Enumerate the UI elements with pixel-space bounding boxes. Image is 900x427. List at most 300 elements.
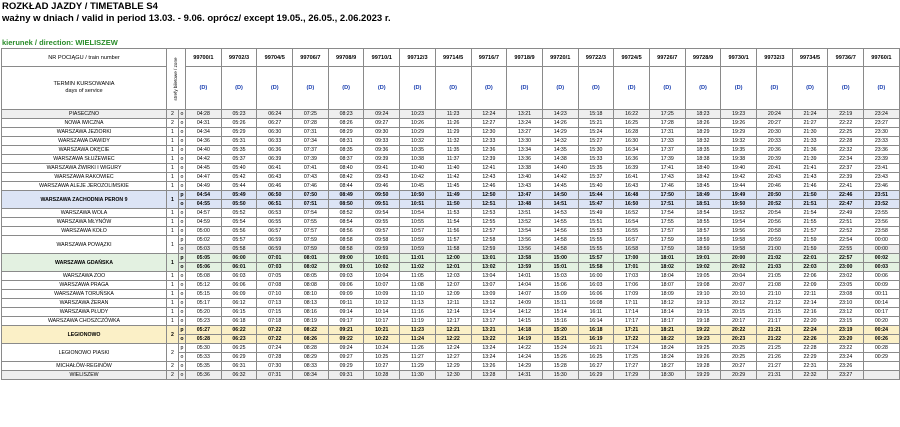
time-cell: 08:44 xyxy=(328,182,364,191)
time-cell: 21:30 xyxy=(792,128,828,137)
time-cell: 07:28 xyxy=(257,353,293,362)
time-cell: 05:02 xyxy=(186,236,222,245)
time-cell: 20:54 xyxy=(757,209,793,218)
station-name: WARSZAWA DAWIDY xyxy=(2,137,167,146)
time-cell: 07:22 xyxy=(257,326,293,335)
time-cell: 13:09 xyxy=(471,290,507,299)
time-cell: 15:40 xyxy=(578,182,614,191)
time-cell: 17:39 xyxy=(649,155,685,164)
time-cell: 14:31 xyxy=(507,371,543,380)
time-cell: 14:40 xyxy=(542,164,578,173)
table-row xyxy=(2,218,900,227)
time-cell: 16:41 xyxy=(614,173,650,182)
time-cell: 11:19 xyxy=(400,317,436,326)
time-cell: 21:26 xyxy=(757,353,793,362)
days-code: (D) xyxy=(792,67,828,110)
train-number: 99702/3 xyxy=(221,49,257,67)
time-cell: 12:17 xyxy=(435,317,471,326)
time-cell: 06:39 xyxy=(257,155,293,164)
arrival-departure-mark: o xyxy=(179,119,186,128)
station-name: MICHAŁÓW-REGINÓW xyxy=(2,362,167,371)
time-cell: 20:46 xyxy=(757,182,793,191)
time-cell: 09:11 xyxy=(328,299,364,308)
time-cell: 00:09 xyxy=(864,281,900,290)
time-cell: 00:06 xyxy=(864,272,900,281)
time-cell: 07:59 xyxy=(293,236,329,245)
time-cell: 09:21 xyxy=(328,326,364,335)
days-code: (D) xyxy=(757,67,793,110)
time-cell: 05:44 xyxy=(221,182,257,191)
time-cell: 09:14 xyxy=(328,308,364,317)
time-cell: 20:41 xyxy=(757,164,793,173)
time-cell: 19:56 xyxy=(721,227,757,236)
time-cell: 15:03 xyxy=(542,272,578,281)
time-cell xyxy=(864,362,900,371)
time-cell: 12:53 xyxy=(471,209,507,218)
time-cell: 15:01 xyxy=(542,263,578,272)
time-cell: 13:43 xyxy=(507,182,543,191)
time-cell: 16:27 xyxy=(578,362,614,371)
zone-cell: 2 xyxy=(167,110,179,119)
time-cell: 00:26 xyxy=(864,335,900,344)
time-cell: 10:59 xyxy=(400,236,436,245)
time-cell: 06:41 xyxy=(257,164,293,173)
time-cell: 11:16 xyxy=(400,308,436,317)
time-cell: 13:58 xyxy=(507,254,543,263)
time-cell: 04:47 xyxy=(186,173,222,182)
time-cell: 06:06 xyxy=(221,281,257,290)
arrival-departure-mark: o xyxy=(179,299,186,308)
time-cell: 15:14 xyxy=(542,308,578,317)
time-cell: 17:59 xyxy=(649,245,685,254)
station-name: WARSZAWA TORUŃSKA xyxy=(2,290,167,299)
time-cell: 15:11 xyxy=(542,299,578,308)
time-cell: 19:08 xyxy=(685,281,721,290)
time-cell: 09:50 xyxy=(364,191,400,200)
time-cell: 15:53 xyxy=(578,227,614,236)
table-row xyxy=(2,344,900,353)
time-cell: 19:40 xyxy=(721,164,757,173)
time-cell: 16:58 xyxy=(614,245,650,254)
time-cell: 15:18 xyxy=(578,110,614,119)
time-cell: 14:35 xyxy=(542,146,578,155)
time-cell: 08:40 xyxy=(328,164,364,173)
time-cell: 07:50 xyxy=(293,191,329,200)
time-cell: 04:42 xyxy=(186,155,222,164)
time-cell: 00:24 xyxy=(864,326,900,335)
time-cell: 06:22 xyxy=(221,326,257,335)
time-cell: 10:27 xyxy=(364,362,400,371)
time-cell: 12:21 xyxy=(435,326,471,335)
time-cell: 11:08 xyxy=(400,281,436,290)
time-cell: 12:27 xyxy=(435,353,471,362)
time-cell: 12:46 xyxy=(471,182,507,191)
train-number: 99728/9 xyxy=(685,49,721,67)
time-cell: 21:54 xyxy=(792,209,828,218)
time-cell: 21:10 xyxy=(757,290,793,299)
time-cell: 20:58 xyxy=(757,227,793,236)
time-cell: 22:47 xyxy=(828,200,864,209)
time-cell: 07:25 xyxy=(293,110,329,119)
time-cell: 23:26 xyxy=(828,362,864,371)
time-cell: 23:24 xyxy=(864,110,900,119)
time-cell: 11:01 xyxy=(400,254,436,263)
arrival-departure-mark: o xyxy=(179,362,186,371)
days-code: (D) xyxy=(471,67,507,110)
time-cell: 13:28 xyxy=(471,371,507,380)
time-cell: 10:29 xyxy=(400,128,436,137)
time-cell: 17:17 xyxy=(614,317,650,326)
time-cell: 16:21 xyxy=(578,344,614,353)
zone-cell: 1 xyxy=(167,254,179,272)
time-cell: 16:43 xyxy=(614,182,650,191)
time-cell: 15:20 xyxy=(542,326,578,335)
time-cell: 08:37 xyxy=(328,155,364,164)
time-cell: 18:42 xyxy=(685,173,721,182)
time-cell: 12:03 xyxy=(435,272,471,281)
time-cell: 19:01 xyxy=(685,254,721,263)
train-number: 99722/3 xyxy=(578,49,614,67)
time-cell: 22:14 xyxy=(792,299,828,308)
time-cell: 11:30 xyxy=(400,371,436,380)
days-label-pl: TERMIN KURSOWANIA xyxy=(53,81,115,87)
time-cell: 06:30 xyxy=(257,128,293,137)
time-cell: 06:29 xyxy=(221,353,257,362)
time-cell: 19:18 xyxy=(685,317,721,326)
time-cell: 15:06 xyxy=(542,281,578,290)
time-cell: 10:14 xyxy=(364,308,400,317)
time-cell: 22:46 xyxy=(828,191,864,200)
time-cell: 07:05 xyxy=(257,272,293,281)
time-cell: 16:54 xyxy=(614,218,650,227)
station-name: LEGIONOWO xyxy=(2,326,167,344)
time-cell: 20:36 xyxy=(757,146,793,155)
time-cell: 08:35 xyxy=(328,146,364,155)
train-number: 99700/1 xyxy=(186,49,222,67)
time-cell: 17:59 xyxy=(649,236,685,245)
time-cell: 12:36 xyxy=(471,146,507,155)
time-cell: 21:39 xyxy=(792,155,828,164)
time-cell: 05:00 xyxy=(186,227,222,236)
time-cell: 05:23 xyxy=(186,317,222,326)
days-code: (D) xyxy=(507,67,543,110)
zone-cell: 1 xyxy=(167,281,179,290)
time-cell: 20:43 xyxy=(757,173,793,182)
days-label-en: days of service xyxy=(65,88,103,94)
time-cell: 22:28 xyxy=(792,344,828,353)
time-cell: 17:25 xyxy=(614,353,650,362)
time-cell: 06:53 xyxy=(257,209,293,218)
time-cell: 07:01 xyxy=(257,254,293,263)
time-cell: 07:22 xyxy=(257,335,293,344)
time-cell: 18:59 xyxy=(685,236,721,245)
time-cell: 20:27 xyxy=(757,119,793,128)
time-cell: 18:21 xyxy=(649,326,685,335)
time-cell: 05:54 xyxy=(221,218,257,227)
station-name: WARSZAWA PŁUDY xyxy=(2,308,167,317)
time-cell: 10:12 xyxy=(364,299,400,308)
time-cell: 18:38 xyxy=(685,155,721,164)
time-cell: 04:31 xyxy=(186,119,222,128)
station-name: NOWA IWICZNA xyxy=(2,119,167,128)
validity-period: ważny w dniach / valid in period 13.03. - 9.06. oprócz/ except 19.05., 26.05., 2.06.2023 r. xyxy=(2,13,391,24)
time-cell: 18:40 xyxy=(685,164,721,173)
time-cell: 21:27 xyxy=(757,362,793,371)
time-cell: 14:09 xyxy=(507,299,543,308)
time-cell: 07:55 xyxy=(293,218,329,227)
time-cell: 15:35 xyxy=(578,164,614,173)
zone-cell: 1 xyxy=(167,290,179,299)
time-cell xyxy=(864,371,900,380)
time-cell: 17:22 xyxy=(614,335,650,344)
time-cell: 09:59 xyxy=(364,245,400,254)
days-code: (D) xyxy=(578,67,614,110)
arrival-departure-mark: o xyxy=(179,371,186,380)
station-name: WARSZAWA ZOO xyxy=(2,272,167,281)
time-cell: 22:09 xyxy=(792,281,828,290)
time-cell: 06:59 xyxy=(257,236,293,245)
time-cell: 17:24 xyxy=(614,344,650,353)
zone-cell: 1 xyxy=(167,308,179,317)
zone-cell: 2 xyxy=(167,371,179,380)
time-cell: 21:08 xyxy=(757,281,793,290)
train-number: 99704/5 xyxy=(257,49,293,67)
time-cell: 13:24 xyxy=(507,119,543,128)
time-cell: 08:52 xyxy=(328,209,364,218)
time-cell: 12:39 xyxy=(471,155,507,164)
time-cell: 10:45 xyxy=(400,182,436,191)
time-cell: 05:49 xyxy=(221,191,257,200)
train-number: 99718/9 xyxy=(507,49,543,67)
days-code: (D) xyxy=(721,67,757,110)
time-cell: 00:11 xyxy=(864,290,900,299)
time-cell: 17:29 xyxy=(614,371,650,380)
time-cell: 18:23 xyxy=(685,110,721,119)
time-cell: 11:32 xyxy=(435,137,471,146)
time-cell: 06:51 xyxy=(257,200,293,209)
arrival-departure-mark: p xyxy=(180,192,184,198)
time-cell: 19:23 xyxy=(721,110,757,119)
time-cell: 14:29 xyxy=(507,362,543,371)
days-code: (D) xyxy=(186,67,222,110)
time-cell: 17:14 xyxy=(614,308,650,317)
time-cell: 05:52 xyxy=(221,209,257,218)
table-row xyxy=(2,146,900,155)
station-name: WIELISZEW xyxy=(2,371,167,380)
page-title: ROZKŁAD JAZDY / TIMETABLE S4 xyxy=(2,1,158,12)
time-cell: 05:50 xyxy=(221,200,257,209)
time-cell: 18:59 xyxy=(685,245,721,254)
station-name: WARSZAWA GDAŃSKA xyxy=(2,254,167,272)
time-cell: 07:34 xyxy=(293,137,329,146)
time-cell: 13:12 xyxy=(471,299,507,308)
table-row xyxy=(2,182,900,191)
time-cell: 09:43 xyxy=(364,173,400,182)
time-cell: 19:38 xyxy=(721,155,757,164)
table-row xyxy=(2,155,900,164)
time-cell: 23:36 xyxy=(864,146,900,155)
time-cell: 06:55 xyxy=(257,218,293,227)
time-cell: 13:01 xyxy=(471,254,507,263)
time-cell: 07:31 xyxy=(257,371,293,380)
arrival-departure-mark: o xyxy=(180,201,184,207)
time-cell: 18:01 xyxy=(649,254,685,263)
time-cell: 07:15 xyxy=(257,308,293,317)
time-cell: 00:29 xyxy=(864,353,900,362)
time-cell: 00:02 xyxy=(864,254,900,263)
time-cell: 00:17 xyxy=(864,308,900,317)
time-cell: 06:00 xyxy=(221,254,257,263)
time-cell: 12:14 xyxy=(435,308,471,317)
time-cell: 10:54 xyxy=(400,209,436,218)
time-cell: 04:54 xyxy=(186,191,222,200)
time-cell: 05:06 xyxy=(186,263,222,272)
time-cell: 12:41 xyxy=(471,164,507,173)
time-cell: 08:31 xyxy=(328,137,364,146)
time-cell: 20:25 xyxy=(721,344,757,353)
time-cell: 05:15 xyxy=(186,290,222,299)
time-cell: 23:55 xyxy=(864,209,900,218)
time-cell: 14:58 xyxy=(542,245,578,254)
arrival-departure-mark: o xyxy=(179,353,186,362)
time-cell: 13:14 xyxy=(471,308,507,317)
time-cell: 20:25 xyxy=(721,353,757,362)
time-cell: 20:22 xyxy=(721,326,757,335)
time-cell: 16:28 xyxy=(614,128,650,137)
station-name: WARSZAWA RAKOWIEC xyxy=(2,173,167,182)
time-cell: 07:28 xyxy=(293,119,329,128)
time-cell: 11:02 xyxy=(400,263,436,272)
time-cell: 11:49 xyxy=(435,191,471,200)
time-cell: 05:28 xyxy=(186,335,222,344)
time-cell: 13:56 xyxy=(507,245,543,254)
time-cell: 08:05 xyxy=(293,272,329,281)
time-cell: 05:35 xyxy=(186,362,222,371)
time-cell: 20:29 xyxy=(721,371,757,380)
time-cell: 22:06 xyxy=(792,272,828,281)
time-cell: 15:21 xyxy=(578,119,614,128)
time-cell: 08:19 xyxy=(293,317,329,326)
time-cell: 00:00 xyxy=(864,245,900,254)
time-cell: 14:07 xyxy=(507,290,543,299)
time-cell: 19:50 xyxy=(721,200,757,209)
station-name: WARSZAWA WOLA xyxy=(2,209,167,218)
table-row xyxy=(2,110,900,119)
time-cell: 23:08 xyxy=(828,290,864,299)
train-number: 99708/9 xyxy=(328,49,364,67)
train-number: 99714/5 xyxy=(435,49,471,67)
time-cell: 15:58 xyxy=(578,263,614,272)
time-cell: 20:12 xyxy=(721,299,757,308)
time-cell: 16:14 xyxy=(578,317,614,326)
time-cell: 14:50 xyxy=(542,191,578,200)
zone-cell: 1 xyxy=(167,299,179,308)
time-cell: 15:09 xyxy=(542,290,578,299)
time-cell: 23:52 xyxy=(864,200,900,209)
zone-cell: 1 xyxy=(167,272,179,281)
time-cell: 21:03 xyxy=(757,263,793,272)
table-row xyxy=(2,290,900,299)
time-cell: 19:22 xyxy=(685,326,721,335)
time-cell: 08:23 xyxy=(328,110,364,119)
time-cell: 19:05 xyxy=(685,272,721,281)
station-name: WARSZAWA CHOSZCZÓWKA xyxy=(2,317,167,326)
time-cell: 10:25 xyxy=(364,353,400,362)
time-cell: 06:12 xyxy=(221,299,257,308)
time-cell: 22:20 xyxy=(792,317,828,326)
time-cell: 13:48 xyxy=(507,200,543,209)
zone-cell: 1 xyxy=(167,173,179,182)
time-cell: 12:55 xyxy=(471,218,507,227)
time-cell: 13:40 xyxy=(507,173,543,182)
time-cell: 10:07 xyxy=(364,281,400,290)
time-cell: 16:50 xyxy=(614,200,650,209)
train-number: 99732/3 xyxy=(757,49,793,67)
time-cell: 14:26 xyxy=(542,119,578,128)
time-cell: 22:49 xyxy=(828,209,864,218)
time-cell: 21:27 xyxy=(792,119,828,128)
days-code: (D) xyxy=(864,67,900,110)
time-cell: 11:26 xyxy=(400,344,436,353)
arrival-departure-mark: o xyxy=(180,264,184,270)
time-cell: 23:51 xyxy=(864,191,900,200)
time-cell: 21:46 xyxy=(792,182,828,191)
time-cell: 07:57 xyxy=(293,227,329,236)
time-cell: 22:25 xyxy=(828,128,864,137)
time-cell: 20:30 xyxy=(757,128,793,137)
zone-cell: 2 xyxy=(167,344,179,362)
zone-cell: 1 xyxy=(167,317,179,326)
time-cell: 18:51 xyxy=(685,200,721,209)
time-cell: 19:28 xyxy=(685,362,721,371)
time-cell: 20:02 xyxy=(721,263,757,272)
time-cell: 10:28 xyxy=(364,371,400,380)
time-cell: 12:30 xyxy=(471,128,507,137)
time-cell: 04:36 xyxy=(186,137,222,146)
time-cell: 16:55 xyxy=(614,227,650,236)
station-name: LEGIONOWO PIASKI xyxy=(2,344,167,362)
time-cell: 09:39 xyxy=(364,155,400,164)
time-cell: 05:36 xyxy=(186,371,222,380)
time-cell: 10:01 xyxy=(364,254,400,263)
time-cell: 09:27 xyxy=(364,119,400,128)
table-row xyxy=(2,362,900,371)
time-cell: 17:43 xyxy=(649,173,685,182)
time-cell: 13:02 xyxy=(471,263,507,272)
time-cell: 00:28 xyxy=(864,344,900,353)
zone-cell: 1 xyxy=(167,236,179,254)
zone-cell: 1 xyxy=(167,137,179,146)
train-number: 99730/1 xyxy=(721,49,757,67)
train-number: 99712/3 xyxy=(400,49,436,67)
train-number: 99760/1 xyxy=(864,49,900,67)
time-cell: 15:47 xyxy=(578,200,614,209)
time-cell: 09:46 xyxy=(364,182,400,191)
time-cell: 14:22 xyxy=(507,344,543,353)
time-cell: 11:58 xyxy=(435,245,471,254)
time-cell: 23:43 xyxy=(864,173,900,182)
station-name: WARSZAWA ŻWIRKI I WIGURY xyxy=(2,164,167,173)
time-cell: 17:00 xyxy=(614,254,650,263)
time-cell: 04:55 xyxy=(186,200,222,209)
time-cell: 12:57 xyxy=(471,227,507,236)
time-cell: 11:37 xyxy=(435,155,471,164)
time-cell: 05:30 xyxy=(186,344,222,353)
time-cell: 07:41 xyxy=(293,164,329,173)
time-cell: 18:32 xyxy=(685,137,721,146)
time-cell: 12:50 xyxy=(471,191,507,200)
time-cell: 16:30 xyxy=(614,137,650,146)
